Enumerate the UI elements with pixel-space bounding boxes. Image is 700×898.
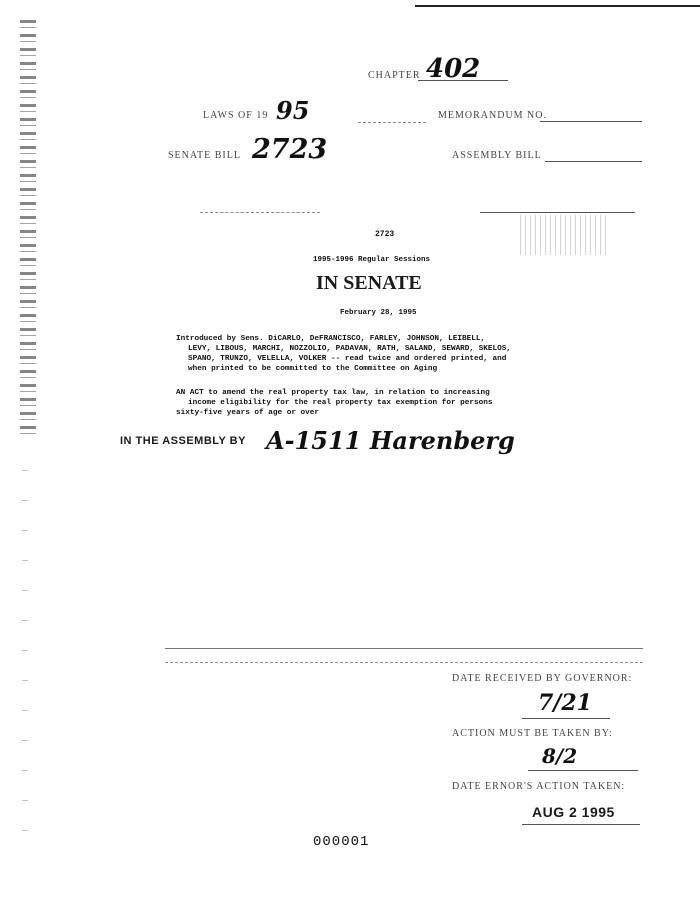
received-by-governor-date: 7/21 [538, 690, 592, 716]
assembly-bill-label: ASSEMBLY BILL [452, 150, 542, 161]
laws-dash [358, 122, 426, 123]
introduced-line-4: when printed to be committed to the Committee on Aging [188, 365, 438, 373]
introduced-line-2: LEVY, LIBOUS, MARCHI, NOZZOLIO, PADAVAN, RATH, SALAND, SEWARD, SKELOS, [188, 345, 511, 353]
assembly-sponsor: A-1511 Harenberg [266, 426, 515, 455]
chamber-title: IN SENATE [316, 272, 422, 294]
assembly-bill-underline [545, 161, 642, 162]
governor-action-stamp: AUG 2 1995 [532, 804, 615, 820]
header-separator-right [480, 212, 635, 213]
chapter-label: CHAPTER [368, 70, 421, 81]
received-by-governor-label: DATE RECEIVED BY GOVERNOR: [452, 673, 633, 684]
senate-bill-number: 2723 [252, 134, 328, 165]
act-line-2: income eligibility for the real property tax exemption for persons [188, 399, 493, 407]
action-must-be-taken-underline [528, 770, 638, 771]
bill-number: 2723 [375, 230, 395, 239]
top-border-line [415, 5, 700, 7]
memorandum-label: MEMORANDUM NO. [438, 110, 548, 121]
session-label: 1995-1996 Regular Sessions [313, 256, 431, 264]
page-number: 000001 [313, 834, 370, 850]
scan-artifact-left [20, 20, 36, 440]
laws-label: LAWS OF 19 [203, 110, 269, 121]
senate-bill-label: SENATE BILL [168, 150, 241, 161]
governor-action-taken-label: DATE ERNOR'S ACTION TAKEN: [452, 781, 626, 792]
laws-year: 95 [276, 96, 310, 125]
bill-date: February 28, 1995 [340, 309, 417, 317]
introduced-line-1: Introduced by Sens. DiCARLO, DeFRANCISCO, FARLEY, JOHNSON, LEIBELL, [176, 335, 486, 343]
memorandum-underline [540, 121, 642, 122]
lower-separator-1 [165, 648, 643, 649]
scan-speckle [520, 215, 610, 255]
lower-separator-2 [165, 662, 643, 663]
action-must-be-taken-label: ACTION MUST BE TAKEN BY: [452, 728, 613, 739]
chapter-underline [418, 80, 508, 81]
scan-artifact-left-lower [22, 470, 28, 850]
governor-action-underline [522, 824, 640, 825]
header-separator-left [200, 212, 320, 213]
introduced-line-3: SPANO, TRUNZO, VELELLA, VOLKER -- read twice and ordered printed, and [188, 355, 507, 363]
assembly-label: IN THE ASSEMBLY BY [120, 435, 246, 447]
action-must-be-taken-date: 8/2 [542, 744, 578, 768]
act-line-3: sixty-five years of age or over [176, 409, 320, 417]
chapter-number: 402 [426, 54, 481, 84]
act-line-1: AN ACT to amend the real property tax law, in relation to increasing [176, 389, 490, 397]
received-underline [522, 718, 610, 719]
